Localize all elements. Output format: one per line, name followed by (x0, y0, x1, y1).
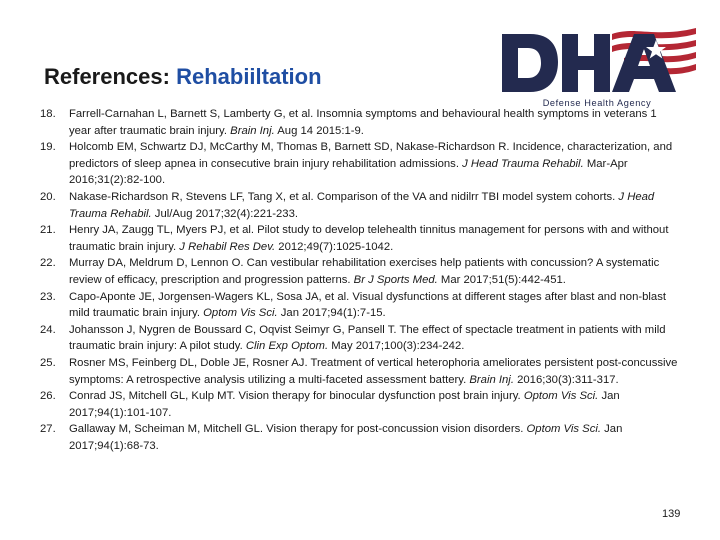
journal-name: Optom Vis Sci. (526, 423, 602, 436)
journal-name: Brain Inj. (469, 373, 514, 386)
reference-part: Johansson J, Nygren de Boussard C, Oqvist Seimyr G, Pansell T. The effect of spectacle treatment in patients with mild traumatic brain injury: A pilot study. (69, 323, 666, 353)
page-number: 139 (662, 508, 681, 520)
reference-text (69, 421, 680, 454)
title-prefix: References: (44, 64, 170, 89)
reference-part: Holcomb EM, Schwartz DJ, McCarthy M, Thomas B, Barnett SD, Nakase-Richardson R. Incidence, characterization, and predictors of sleep apnea in consecutive brain injury rehabilitation admissions. (69, 141, 673, 170)
reference-number: 24. (40, 323, 56, 336)
reference-part: Henry JA, Zaugg TL, Myers PJ, et al. Pilot study to develop telehealth tinnitus management for persons with and without traumatic brain injury. (69, 224, 669, 253)
reference-item (40, 388, 680, 421)
reference-item (40, 255, 680, 288)
journal-name: Clin Exp Optom. (245, 340, 329, 353)
reference-part: 2016;30(3):311-317. (513, 373, 619, 386)
reference-part: Jan 2017;94(1):7-15. (277, 307, 386, 320)
reference-part: Conrad JS, Mitchell GL, Kulp MT. Vision therapy for binocular dysfunction post brain injury. (69, 390, 524, 403)
letter-d (502, 34, 558, 92)
reference-text (69, 322, 680, 355)
journal-name: Optom Vis Sci. (523, 390, 599, 403)
journal-name: J Head Trauma Rehabil. (69, 190, 655, 220)
journal-name: J Head Trauma Rehabil. (462, 157, 584, 170)
reference-part: Gallaway M, Scheiman M, Mitchell GL. Vision therapy for post-concussion vision disorders. (69, 423, 527, 436)
reference-number: 18. (40, 108, 56, 120)
title-accent: Rehabiiltation (176, 64, 322, 89)
reference-item (40, 421, 680, 454)
reference-number: 19. (40, 141, 56, 154)
reference-part: Capo-Aponte JE, Jorgensen-Wagers KL, Sosa JA, et al. Visual dysfunctions at different stages after blast and non-blast mild traumatic brain injury. (69, 290, 666, 320)
reference-part: Jul/Aug 2017;32(4):221-233. (151, 207, 299, 220)
reference-part: 2012;49(7):1025-1042. (275, 240, 394, 253)
reference-number: 20. (40, 190, 56, 203)
reference-number: 22. (40, 257, 56, 270)
letter-a (612, 34, 676, 92)
dha-logo (496, 22, 696, 110)
reference-part: Nakase-Richardson R, Stevens LF, Tang X, et al. Comparison of the VA and nidilrr TBI model system cohorts. (69, 190, 619, 203)
reference-text (69, 139, 680, 189)
reference-item (40, 139, 680, 189)
reference-list (40, 106, 680, 454)
letter-h (562, 34, 610, 92)
journal-name: Optom Vis Sci. (203, 307, 278, 320)
reference-item (40, 355, 680, 388)
reference-number: 26. (40, 390, 56, 403)
reference-item (40, 189, 680, 222)
reference-text (69, 255, 680, 288)
reference-item (40, 322, 680, 355)
reference-text (69, 388, 680, 421)
reference-part: Jan 2017;94(1):101-107. (69, 390, 620, 419)
reference-part: Farrell-Carnahan L, Barnett S, Lamberty G, et al. Insomnia symptoms and behavioural health symptoms in veterans 1 year after traumatic brain injury. (69, 108, 657, 137)
slide-title (44, 64, 322, 90)
reference-text (69, 355, 680, 388)
journal-name: Brain Inj. (230, 124, 275, 137)
reference-number: 23. (40, 290, 56, 303)
reference-part: Murray DA, Meldrum D, Lennon O. Can vestibular rehabilitation exercises help patients with concussion? A systematic review of efficacy, prescription and progression patterns. (69, 257, 660, 286)
journal-name: J Rehabil Res Dev. (179, 240, 276, 253)
reference-part: Rosner MS, Feinberg DL, Doble JE, Rosner AJ. Treatment of vertical heterophoria ameliorates persistent post-concussive symptoms: A retrospective analysis utilizing a multi-faceted assessment battery. (69, 356, 678, 386)
reference-text (69, 106, 680, 139)
reference-text (69, 289, 680, 322)
reference-item (40, 106, 680, 139)
reference-number: 21. (40, 224, 56, 237)
reference-item (40, 222, 680, 255)
reference-part: Mar-Apr 2016;31(2):82-100. (69, 157, 628, 187)
reference-part: Jan 2017;94(1):68-73. (69, 423, 623, 452)
reference-part: Mar 2017;51(5):442-451. (437, 273, 566, 286)
reference-number: 27. (40, 423, 56, 436)
reference-text (69, 189, 680, 222)
logo-tagline: Defense Health Agency (542, 98, 652, 108)
reference-number: 25. (40, 356, 56, 369)
reference-text (69, 222, 680, 255)
journal-name: Br J Sports Med. (353, 273, 438, 286)
reference-part: May 2017;100(3):234-242. (328, 340, 465, 353)
reference-item (40, 289, 680, 322)
reference-part: Aug 14 2015:1-9. (274, 124, 364, 137)
